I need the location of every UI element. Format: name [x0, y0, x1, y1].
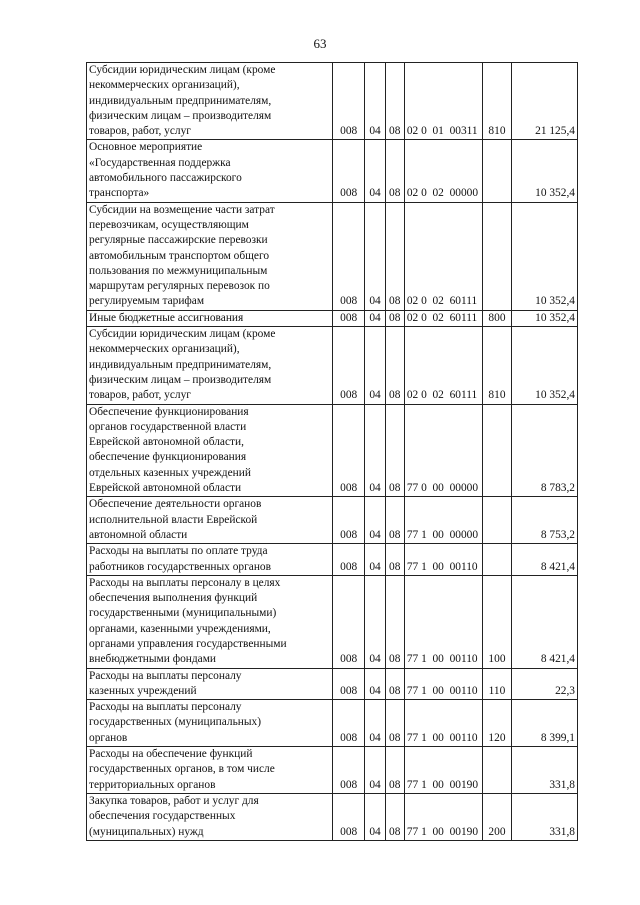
row-name: Субсидии юридическим лицам (кроме некоммерческих организаций), индивидуальным предпринимателям, физическим лицам – производителям товаров, работ, услуг	[87, 327, 333, 404]
table-row	[87, 327, 578, 404]
table-row	[87, 310, 578, 326]
amount: 8 783,2	[512, 404, 578, 497]
subsection-code: 08	[385, 327, 404, 404]
subsection-code: 08	[385, 63, 404, 140]
ministry-code: 008	[333, 404, 365, 497]
amount: 8 399,1	[512, 700, 578, 747]
row-name: Субсидии юридическим лицам (кроме некоммерческих организаций), индивидуальным предпринимателям, физическим лицам – производителям товаров, работ, услуг	[87, 63, 333, 140]
target-article-code: 77 1 00 00190	[404, 793, 482, 840]
expense-type-code	[482, 140, 511, 202]
section-code: 04	[365, 747, 385, 794]
ministry-code: 008	[333, 63, 365, 140]
ministry-code: 008	[333, 544, 365, 576]
amount: 10 352,4	[512, 202, 578, 310]
target-article-code: 77 1 00 00190	[404, 747, 482, 794]
expense-type-code: 800	[482, 310, 511, 326]
table-row	[87, 747, 578, 794]
table-row	[87, 497, 578, 544]
table-row	[87, 63, 578, 140]
ministry-code: 008	[333, 140, 365, 202]
section-code: 04	[365, 63, 385, 140]
row-name: Закупка товаров, работ и услуг для обеспечения государственных (муниципальных) нужд	[87, 793, 333, 840]
ministry-code: 008	[333, 747, 365, 794]
table-row	[87, 544, 578, 576]
section-code: 04	[365, 202, 385, 310]
subsection-code: 08	[385, 668, 404, 700]
section-code: 04	[365, 668, 385, 700]
ministry-code: 008	[333, 793, 365, 840]
amount: 331,8	[512, 793, 578, 840]
subsection-code: 08	[385, 404, 404, 497]
expense-type-code	[482, 747, 511, 794]
target-article-code: 02 0 02 60111	[404, 327, 482, 404]
table-row	[87, 140, 578, 202]
row-name: Субсидии на возмещение части затрат перевозчикам, осуществляющим регулярные пассажирские перевозки автомобильным транспортом общего пользования по межмуниципальным маршрутам регулярных перевозок по регулируемым тарифам	[87, 202, 333, 310]
table-row	[87, 202, 578, 310]
subsection-code: 08	[385, 575, 404, 668]
target-article-code: 77 1 00 00110	[404, 544, 482, 576]
ministry-code: 008	[333, 700, 365, 747]
subsection-code: 08	[385, 700, 404, 747]
target-article-code: 02 0 02 60111	[404, 202, 482, 310]
amount: 331,8	[512, 747, 578, 794]
target-article-code: 77 0 00 00000	[404, 404, 482, 497]
row-name: Расходы на выплаты персоналу государственных (муниципальных) органов	[87, 700, 333, 747]
row-name: Обеспечение деятельности органов исполнительной власти Еврейской автономной области	[87, 497, 333, 544]
expense-type-code	[482, 404, 511, 497]
expense-type-code: 810	[482, 327, 511, 404]
budget-table	[86, 62, 578, 841]
target-article-code: 77 1 00 00000	[404, 497, 482, 544]
expense-type-code: 120	[482, 700, 511, 747]
ministry-code: 008	[333, 310, 365, 326]
ministry-code: 008	[333, 668, 365, 700]
ministry-code: 008	[333, 497, 365, 544]
ministry-code: 008	[333, 327, 365, 404]
table-row	[87, 700, 578, 747]
target-article-code: 77 1 00 00110	[404, 575, 482, 668]
subsection-code: 08	[385, 140, 404, 202]
amount: 21 125,4	[512, 63, 578, 140]
subsection-code: 08	[385, 793, 404, 840]
section-code: 04	[365, 497, 385, 544]
subsection-code: 08	[385, 497, 404, 544]
expense-type-code: 810	[482, 63, 511, 140]
subsection-code: 08	[385, 747, 404, 794]
expense-type-code	[482, 202, 511, 310]
ministry-code: 008	[333, 202, 365, 310]
row-name: Расходы на выплаты по оплате труда работников государственных органов	[87, 544, 333, 576]
table-row	[87, 404, 578, 497]
table-row	[87, 793, 578, 840]
expense-type-code	[482, 544, 511, 576]
amount: 22,3	[512, 668, 578, 700]
subsection-code: 08	[385, 310, 404, 326]
target-article-code: 02 0 01 00311	[404, 63, 482, 140]
row-name: Расходы на выплаты персоналу казенных учреждений	[87, 668, 333, 700]
section-code: 04	[365, 700, 385, 747]
subsection-code: 08	[385, 544, 404, 576]
amount: 10 352,4	[512, 327, 578, 404]
section-code: 04	[365, 140, 385, 202]
target-article-code: 77 1 00 00110	[404, 700, 482, 747]
target-article-code: 02 0 02 60111	[404, 310, 482, 326]
table-row	[87, 575, 578, 668]
section-code: 04	[365, 310, 385, 326]
row-name: Расходы на обеспечение функций государственных органов, в том числе территориальных органов	[87, 747, 333, 794]
target-article-code: 77 1 00 00110	[404, 668, 482, 700]
ministry-code: 008	[333, 575, 365, 668]
amount: 8 421,4	[512, 575, 578, 668]
section-code: 04	[365, 544, 385, 576]
amount: 10 352,4	[512, 310, 578, 326]
amount: 8 421,4	[512, 544, 578, 576]
expense-type-code: 100	[482, 575, 511, 668]
amount: 8 753,2	[512, 497, 578, 544]
section-code: 04	[365, 404, 385, 497]
row-name: Иные бюджетные ассигнования	[87, 310, 333, 326]
section-code: 04	[365, 327, 385, 404]
target-article-code: 02 0 02 00000	[404, 140, 482, 202]
table-row	[87, 668, 578, 700]
expense-type-code: 110	[482, 668, 511, 700]
row-name: Расходы на выплаты персоналу в целях обеспечения выполнения функций государственными (муниципальными) органами, казенными учреждениями, органами управления государственными внебюджетными фондами	[87, 575, 333, 668]
amount: 10 352,4	[512, 140, 578, 202]
section-code: 04	[365, 575, 385, 668]
subsection-code: 08	[385, 202, 404, 310]
expense-type-code	[482, 497, 511, 544]
row-name: Основное мероприятие «Государственная поддержка автомобильного пассажирского транспорта»	[87, 140, 333, 202]
section-code: 04	[365, 793, 385, 840]
row-name: Обеспечение функционирования органов государственной власти Еврейской автономной области, обеспечение функционирования отдельных казенных учреждений Еврейской автономной области	[87, 404, 333, 497]
page-number: 63	[313, 36, 327, 51]
expense-type-code: 200	[482, 793, 511, 840]
